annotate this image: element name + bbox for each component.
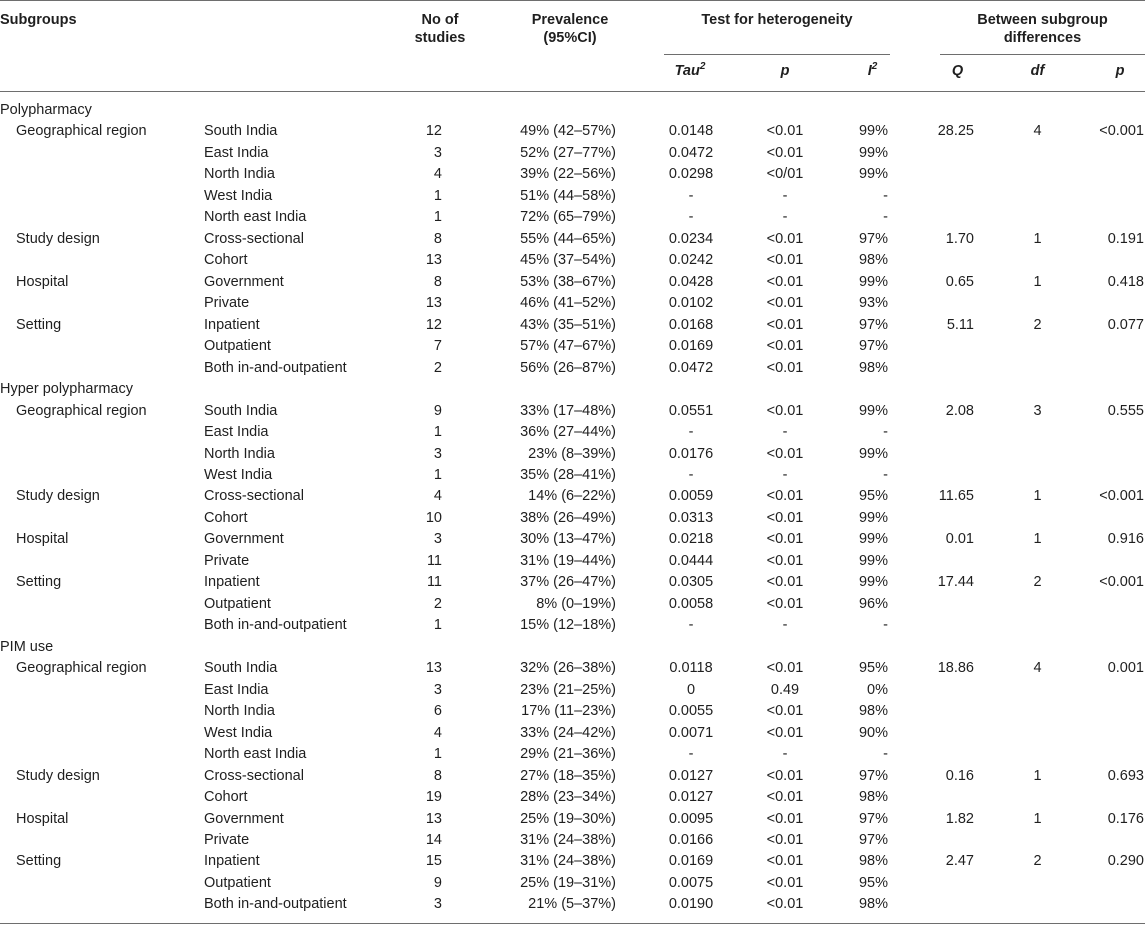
cell-i2: 97%	[858, 338, 888, 354]
cell-df: 3	[1033, 403, 1042, 419]
header-i2	[850, 62, 895, 80]
table-bottom-rule	[0, 923, 1145, 924]
cell-tau2: 0.0305	[668, 574, 714, 590]
cell-p2: <0.001	[1099, 574, 1144, 590]
cell-p: <0.01	[766, 875, 804, 891]
cell-subgroup: Private	[204, 553, 250, 569]
cell-prevalence: 36% (27–44%)	[520, 424, 616, 440]
cell-prevalence: 17% (11–23%)	[521, 703, 616, 719]
cell-i2: -	[883, 467, 888, 483]
cell-q: 28.25	[937, 123, 974, 139]
cell-p: <0.01	[766, 853, 804, 869]
cell-category: Setting	[16, 317, 62, 333]
cell-no-studies: 1	[433, 209, 442, 225]
cell-tau2: -	[688, 617, 694, 633]
cell-prevalence: 51% (44–58%)	[520, 188, 616, 204]
cell-category: Setting	[16, 574, 62, 590]
cell-subgroup: Government	[204, 811, 284, 827]
cell-subgroup: East India	[204, 145, 269, 161]
cell-p: -	[782, 467, 788, 483]
cell-i2: -	[883, 209, 888, 225]
cell-tau2: 0.0242	[668, 252, 714, 268]
cell-p: <0.01	[766, 768, 804, 784]
cell-subgroup: Outpatient	[204, 596, 271, 612]
header-between-line1: Between subgroup	[977, 12, 1108, 28]
cell-i2: 97%	[858, 231, 888, 247]
header-no-studies-line1: No of	[421, 12, 459, 28]
cell-subgroup: Inpatient	[204, 853, 260, 869]
cell-i2: 98%	[858, 360, 888, 376]
cell-prevalence: 52% (27–77%)	[520, 145, 616, 161]
cell-prevalence: 43% (35–51%)	[520, 317, 616, 333]
cell-q: 0.01	[945, 531, 974, 547]
cell-p: <0.01	[766, 896, 804, 912]
cell-p: <0.01	[766, 660, 804, 676]
cell-p: <0.01	[766, 725, 804, 741]
cell-i2: -	[883, 617, 888, 633]
cell-category: Hospital	[16, 531, 69, 547]
cell-subgroup: North India	[204, 166, 275, 182]
cell-p2: 0.693	[1107, 768, 1144, 784]
cell-tau2: 0.0166	[668, 832, 714, 848]
cell-p: <0.01	[766, 574, 804, 590]
cell-df: 1	[1033, 231, 1042, 247]
cell-tau2: 0.0102	[668, 295, 714, 311]
cell-tau2: 0	[686, 682, 696, 698]
cell-subgroup: North India	[204, 446, 275, 462]
cell-no-studies: 7	[433, 338, 442, 354]
header-tau2	[660, 62, 720, 80]
cell-category: Study design	[16, 768, 100, 784]
header-i-sup: 2	[871, 61, 878, 73]
cell-p: <0.01	[766, 252, 804, 268]
cell-i2: 97%	[858, 317, 888, 333]
cell-tau2: 0.0058	[668, 596, 714, 612]
cell-p: <0/01	[766, 166, 804, 182]
cell-p2: 0.290	[1107, 853, 1144, 869]
cell-tau2: 0.0472	[668, 360, 714, 376]
cell-q: 11.65	[938, 488, 974, 504]
cell-prevalence: 57% (47–67%)	[520, 338, 616, 354]
cell-q: 18.86	[937, 660, 974, 676]
cell-tau2: 0.0118	[669, 660, 713, 676]
cell-no-studies: 2	[433, 360, 442, 376]
cell-i2: 98%	[858, 853, 888, 869]
cell-no-studies: 13	[425, 660, 442, 676]
cell-i2: 95%	[858, 875, 888, 891]
cell-i2: 99%	[858, 531, 888, 547]
cell-no-studies: 8	[433, 768, 442, 784]
cell-no-studies: 4	[433, 166, 442, 182]
cell-p: <0.01	[766, 832, 804, 848]
cell-p: -	[782, 424, 788, 440]
cell-no-studies: 14	[425, 832, 442, 848]
cell-no-studies: 3	[433, 531, 442, 547]
cell-prevalence: 30% (13–47%)	[520, 531, 616, 547]
cell-p2: <0.001	[1099, 123, 1144, 139]
cell-category: Geographical region	[16, 403, 147, 419]
cell-prevalence: 32% (26–38%)	[520, 660, 616, 676]
header-p: p	[780, 63, 790, 79]
cell-q: 2.08	[945, 403, 974, 419]
cell-no-studies: 8	[433, 231, 442, 247]
between-group-rule	[940, 54, 1145, 55]
cell-p2: 0.555	[1107, 403, 1144, 419]
cell-tau2: 0.0071	[668, 725, 714, 741]
cell-p: -	[782, 188, 788, 204]
cell-prevalence: 31% (24–38%)	[520, 853, 616, 869]
cell-tau2: 0.0444	[668, 553, 714, 569]
cell-subgroup: Both in-and-outpatient	[204, 360, 347, 376]
cell-tau2: 0.0313	[668, 510, 714, 526]
cell-subgroup: Outpatient	[204, 875, 271, 891]
cell-subgroup: Private	[204, 295, 250, 311]
cell-prevalence: 15% (12–18%)	[520, 617, 616, 633]
cell-prevalence: 33% (17–48%)	[520, 403, 616, 419]
cell-tau2: -	[688, 209, 694, 225]
section-label: PIM use	[0, 639, 54, 655]
cell-p2: <0.001	[1099, 488, 1144, 504]
cell-no-studies: 8	[433, 274, 442, 290]
cell-i2: 0%	[867, 682, 888, 698]
cell-subgroup: East India	[204, 682, 269, 698]
cell-df: 4	[1033, 660, 1042, 676]
cell-subgroup: Inpatient	[204, 317, 260, 333]
cell-subgroup: South India	[204, 403, 278, 419]
cell-tau2: 0.0127	[668, 789, 714, 805]
cell-subgroup: Cross-sectional	[204, 768, 304, 784]
cell-tau2: 0.0190	[668, 896, 714, 912]
cell-i2: 99%	[858, 403, 888, 419]
cell-df: 2	[1033, 574, 1042, 590]
cell-tau2: 0.0551	[668, 403, 714, 419]
cell-p: <0.01	[766, 789, 804, 805]
header-tau-sup: 2	[699, 61, 706, 73]
cell-subgroup: Government	[204, 274, 284, 290]
cell-no-studies: 3	[433, 145, 442, 161]
table-top-rule	[0, 0, 1145, 1]
cell-no-studies: 9	[433, 403, 442, 419]
cell-prevalence: 38% (26–49%)	[520, 510, 616, 526]
cell-prevalence: 49% (42–57%)	[520, 123, 616, 139]
cell-prevalence: 45% (37–54%)	[520, 252, 616, 268]
cell-i2: 98%	[858, 896, 888, 912]
cell-subgroup: Both in-and-outpatient	[204, 617, 347, 633]
cell-p2: 0.176	[1107, 811, 1144, 827]
cell-no-studies: 11	[426, 574, 442, 590]
cell-df: 1	[1033, 768, 1042, 784]
cell-tau2: 0.0168	[668, 317, 714, 333]
cell-q: 0.16	[945, 768, 974, 784]
cell-q: 17.44	[937, 574, 974, 590]
cell-subgroup: Outpatient	[204, 338, 271, 354]
cell-no-studies: 12	[425, 317, 442, 333]
cell-p2: 0.916	[1107, 531, 1144, 547]
cell-no-studies: 6	[433, 703, 442, 719]
cell-no-studies: 13	[425, 811, 442, 827]
cell-q: 0.65	[945, 274, 974, 290]
cell-p: <0.01	[766, 123, 804, 139]
cell-no-studies: 3	[433, 446, 442, 462]
header-p2: p	[1115, 63, 1125, 79]
cell-i2: 98%	[858, 252, 888, 268]
cell-p: <0.01	[766, 553, 804, 569]
cell-subgroup: South India	[204, 660, 278, 676]
cell-no-studies: 3	[433, 896, 442, 912]
cell-tau2: 0.0095	[668, 811, 714, 827]
cell-tau2: 0.0169	[668, 338, 714, 354]
header-df: df	[1030, 63, 1045, 79]
cell-no-studies: 12	[425, 123, 442, 139]
cell-prevalence: 25% (19–30%)	[520, 811, 616, 827]
cell-df: 1	[1033, 488, 1042, 504]
cell-df: 4	[1033, 123, 1042, 139]
cell-p2: 0.077	[1107, 317, 1144, 333]
cell-tau2: 0.0176	[668, 446, 714, 462]
cell-category: Geographical region	[16, 660, 147, 676]
cell-p: <0.01	[766, 360, 804, 376]
header-q: Q	[951, 63, 964, 79]
cell-df: 2	[1033, 317, 1042, 333]
cell-category: Study design	[16, 231, 100, 247]
cell-category: Study design	[16, 488, 100, 504]
cell-tau2: 0.0148	[668, 123, 714, 139]
cell-no-studies: 1	[433, 424, 442, 440]
cell-no-studies: 9	[433, 875, 442, 891]
cell-q: 5.11	[946, 317, 974, 333]
header-between-subgroup	[940, 11, 1145, 47]
cell-tau2: 0.0428	[668, 274, 714, 290]
cell-no-studies: 1	[433, 467, 442, 483]
cell-no-studies: 13	[425, 252, 442, 268]
cell-subgroup: South India	[204, 123, 278, 139]
cell-p: <0.01	[766, 811, 804, 827]
cell-df: 1	[1033, 531, 1042, 547]
cell-subgroup: Inpatient	[204, 574, 260, 590]
cell-subgroup: North east India	[204, 746, 307, 762]
cell-p: -	[782, 209, 788, 225]
cell-i2: 99%	[858, 510, 888, 526]
cell-no-studies: 19	[425, 789, 442, 805]
cell-p: <0.01	[766, 231, 804, 247]
cell-prevalence: 39% (22–56%)	[520, 166, 616, 182]
cell-subgroup: North east India	[204, 209, 307, 225]
header-heterogeneity: Test for heterogeneity	[701, 12, 853, 28]
cell-p: -	[782, 746, 788, 762]
cell-subgroup: Government	[204, 531, 284, 547]
section-label: Hyper polypharmacy	[0, 381, 133, 397]
header-no-studies	[385, 11, 495, 47]
cell-prevalence: 33% (24–42%)	[520, 725, 616, 741]
cell-q: 1.70	[945, 231, 974, 247]
cell-i2: 99%	[858, 123, 888, 139]
cell-i2: 98%	[858, 703, 888, 719]
cell-prevalence: 14% (6–22%)	[528, 488, 616, 504]
cell-i2: 99%	[858, 166, 888, 182]
cell-df: 1	[1033, 274, 1042, 290]
cell-prevalence: 37% (26–47%)	[520, 574, 616, 590]
cell-p: <0.01	[766, 403, 804, 419]
cell-i2: 96%	[858, 596, 888, 612]
cell-i2: 99%	[858, 574, 888, 590]
cell-no-studies: 3	[433, 682, 442, 698]
cell-i2: -	[883, 188, 888, 204]
cell-p2: 0.191	[1107, 231, 1144, 247]
cell-category: Hospital	[16, 274, 69, 290]
cell-p: <0.01	[766, 510, 804, 526]
cell-p: <0.01	[766, 338, 804, 354]
cell-p: <0.01	[766, 295, 804, 311]
cell-no-studies: 13	[425, 295, 442, 311]
cell-p: <0.01	[766, 317, 804, 333]
cell-tau2: 0.0055	[668, 703, 714, 719]
cell-no-studies: 10	[425, 510, 442, 526]
cell-no-studies: 1	[433, 746, 442, 762]
cell-prevalence: 23% (21–25%)	[520, 682, 616, 698]
cell-tau2: 0.0472	[668, 145, 714, 161]
heterogeneity-group-rule	[664, 54, 890, 55]
cell-p: <0.01	[766, 446, 804, 462]
header-tau-text: Tau	[674, 63, 700, 79]
cell-i2: 97%	[858, 811, 888, 827]
cell-p2: 0.418	[1107, 274, 1144, 290]
cell-no-studies: 11	[426, 553, 442, 569]
cell-q: 2.47	[945, 853, 974, 869]
cell-prevalence: 56% (26–87%)	[520, 360, 616, 376]
header-bottom-rule	[0, 91, 1145, 92]
cell-i2: 95%	[858, 660, 888, 676]
cell-no-studies: 15	[425, 853, 442, 869]
cell-prevalence: 28% (23–34%)	[520, 789, 616, 805]
section-label: Polypharmacy	[0, 102, 92, 118]
cell-p: <0.01	[766, 531, 804, 547]
cell-p: <0.01	[766, 703, 804, 719]
cell-no-studies: 2	[433, 596, 442, 612]
cell-prevalence: 21% (5–37%)	[528, 896, 616, 912]
cell-i2: 99%	[858, 145, 888, 161]
cell-category: Setting	[16, 853, 62, 869]
cell-prevalence: 55% (44–65%)	[520, 231, 616, 247]
header-i-text: I	[867, 63, 872, 79]
cell-tau2: 0.0169	[668, 853, 714, 869]
cell-tau2: 0.0234	[668, 231, 714, 247]
cell-p: <0.01	[766, 488, 804, 504]
header-prevalence-line1: Prevalence	[531, 12, 609, 28]
header-subgroups: Subgroups	[0, 12, 77, 28]
cell-p: <0.01	[766, 145, 804, 161]
cell-prevalence: 29% (21–36%)	[520, 746, 616, 762]
cell-df: 1	[1033, 811, 1042, 827]
cell-subgroup: Private	[204, 832, 250, 848]
header-prevalence-line2: (95%CI)	[543, 30, 597, 46]
cell-i2: -	[883, 746, 888, 762]
header-no-studies-line2: studies	[414, 30, 466, 46]
cell-subgroup: Cross-sectional	[204, 488, 304, 504]
cell-tau2: 0.0218	[668, 531, 714, 547]
cell-subgroup: West India	[204, 188, 273, 204]
cell-p: <0.01	[766, 596, 804, 612]
cell-i2: 93%	[858, 295, 888, 311]
cell-i2: 95%	[858, 488, 888, 504]
cell-prevalence: 53% (38–67%)	[520, 274, 616, 290]
cell-tau2: -	[688, 467, 694, 483]
cell-tau2: -	[688, 746, 694, 762]
cell-subgroup: Cohort	[204, 252, 248, 268]
cell-p2: 0.001	[1107, 660, 1144, 676]
cell-tau2: 0.0075	[668, 875, 714, 891]
header-prevalence	[500, 11, 640, 47]
cell-category: Hospital	[16, 811, 69, 827]
cell-no-studies: 1	[433, 617, 442, 633]
cell-i2: -	[883, 424, 888, 440]
cell-subgroup: West India	[204, 725, 273, 741]
cell-prevalence: 8% (0–19%)	[536, 596, 616, 612]
cell-no-studies: 4	[433, 488, 442, 504]
cell-q: 1.82	[945, 811, 974, 827]
cell-i2: 99%	[858, 553, 888, 569]
cell-tau2: -	[688, 188, 694, 204]
cell-subgroup: West India	[204, 467, 273, 483]
cell-no-studies: 1	[433, 188, 442, 204]
cell-p: -	[782, 617, 788, 633]
cell-i2: 97%	[858, 768, 888, 784]
cell-i2: 98%	[858, 789, 888, 805]
cell-p: <0.01	[766, 274, 804, 290]
cell-subgroup: North India	[204, 703, 275, 719]
cell-prevalence: 46% (41–52%)	[520, 295, 616, 311]
cell-prevalence: 31% (24–38%)	[520, 832, 616, 848]
cell-tau2: 0.0059	[668, 488, 714, 504]
cell-subgroup: East India	[204, 424, 269, 440]
cell-category: Geographical region	[16, 123, 147, 139]
cell-no-studies: 4	[433, 725, 442, 741]
cell-i2: 99%	[858, 274, 888, 290]
header-between-line2: differences	[1003, 30, 1082, 46]
cell-subgroup: Cross-sectional	[204, 231, 304, 247]
cell-tau2: 0.0127	[668, 768, 714, 784]
cell-i2: 99%	[858, 446, 888, 462]
cell-prevalence: 31% (19–44%)	[520, 553, 616, 569]
cell-df: 2	[1033, 853, 1042, 869]
cell-prevalence: 25% (19–31%)	[520, 875, 616, 891]
cell-tau2: -	[688, 424, 694, 440]
cell-i2: 97%	[858, 832, 888, 848]
cell-prevalence: 35% (28–41%)	[520, 467, 616, 483]
cell-i2: 90%	[858, 725, 888, 741]
cell-prevalence: 72% (65–79%)	[520, 209, 616, 225]
cell-subgroup: Both in-and-outpatient	[204, 896, 347, 912]
cell-prevalence: 27% (18–35%)	[520, 768, 616, 784]
cell-subgroup: Cohort	[204, 789, 248, 805]
cell-p: 0.49	[770, 682, 800, 698]
cell-prevalence: 23% (8–39%)	[528, 446, 616, 462]
cell-subgroup: Cohort	[204, 510, 248, 526]
cell-tau2: 0.0298	[668, 166, 714, 182]
